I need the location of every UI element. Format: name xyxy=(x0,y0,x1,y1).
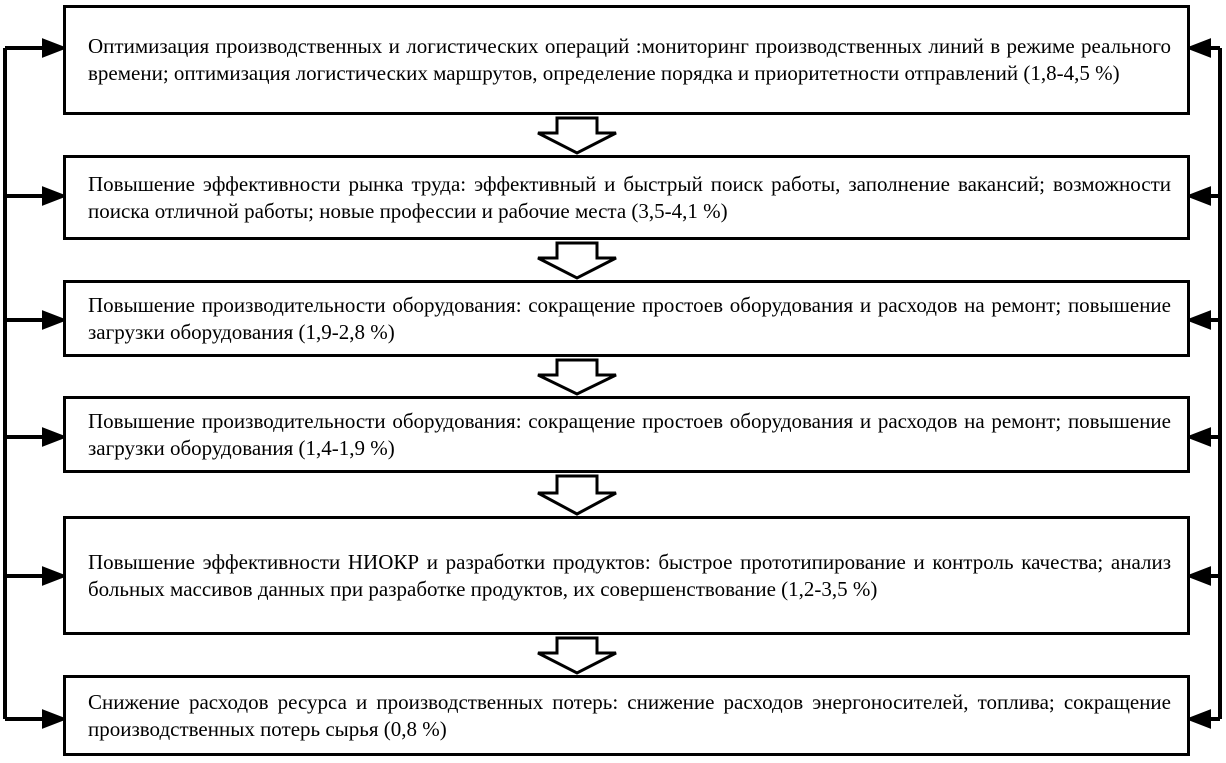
right-arrows xyxy=(1191,41,1220,726)
block-text: Повышение производительности оборудования: сокращение простоев оборудования и расходов на ремонт; повышение загрузки оборудования (1,4-1,9 %) xyxy=(88,408,1171,460)
block-labor-market xyxy=(63,155,1190,240)
block-text: Повышение эффективности НИОКР и разработки продуктов: быстрое прототипирование и контроль качества; анализ больных массивов данных при разработке продуктов, их совершенствование (1,2-3,5 %) xyxy=(88,549,1171,601)
block-logistics-optimization xyxy=(63,5,1190,115)
block-text: Оптимизация производственных и логистических операций :мониторинг производственных линий в режиме реального времени; оптимизация логистических маршрутов, определение порядка и приоритетности отправлений (1,8-4,5 %) xyxy=(88,34,1171,85)
block-text: Повышение производительности оборудования: сокращение простоев оборудования и расходов на ремонт; повышение загрузки оборудования (1,9-2,8 %) xyxy=(88,292,1171,344)
block-equipment-productivity-1 xyxy=(63,280,1190,357)
down-arrow-5 xyxy=(538,638,616,673)
down-arrow-4 xyxy=(538,476,616,514)
block-rnd-efficiency xyxy=(63,516,1190,635)
block-resource-loss-reduction xyxy=(63,675,1190,756)
down-arrow-3 xyxy=(538,360,616,394)
block-text: Повышение эффективности рынка труда: эффективный и быстрый поиск работы, заполнение вакансий; возможности поиска отличной работы; новые профессии и рабочие места (3,5-4,1 %) xyxy=(88,171,1171,223)
down-arrow-1 xyxy=(538,118,616,153)
block-equipment-productivity-2 xyxy=(63,396,1190,473)
left-arrows xyxy=(5,41,62,726)
block-text: Снижение расходов ресурса и производственных потерь: снижение расходов энергоносителей, топлива; сокращение производственных потерь сырья (0,8 %) xyxy=(88,689,1171,741)
down-arrow-2 xyxy=(538,243,616,278)
